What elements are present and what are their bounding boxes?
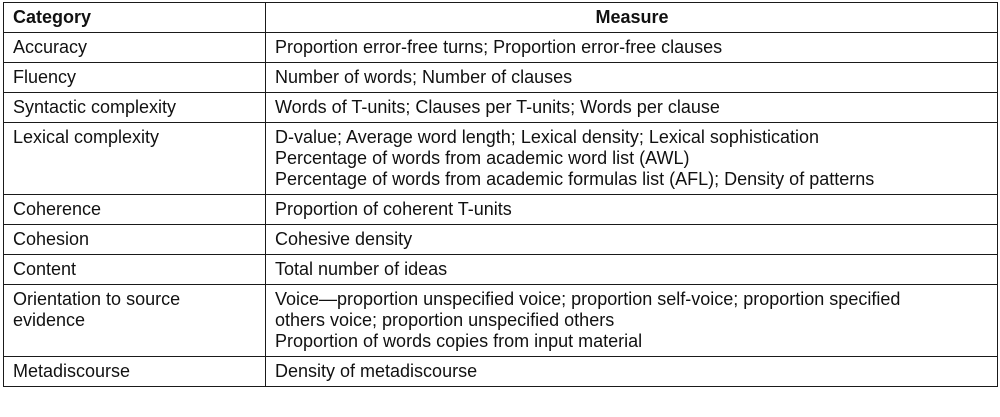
measure-cell	[266, 93, 998, 123]
measure-cell	[266, 285, 998, 357]
category-cell	[4, 357, 266, 387]
table-header	[4, 3, 998, 33]
category-text: evidence	[13, 310, 86, 330]
measures-table	[3, 2, 998, 387]
category-text: Cohesion	[13, 229, 90, 249]
category-text: Accuracy	[13, 37, 88, 57]
category-text: Metadiscourse	[13, 361, 131, 381]
measure-cell	[266, 195, 998, 225]
category-text: Coherence	[13, 199, 102, 219]
table-row	[4, 93, 998, 123]
table-row	[4, 255, 998, 285]
measure-cell	[266, 255, 998, 285]
measure-text: Percentage of words from academic word list (AWL)	[275, 148, 690, 168]
measure-text: Density of metadiscourse	[275, 361, 478, 381]
table-row	[4, 33, 998, 63]
measure-text: Cohesive density	[275, 229, 413, 249]
table-row	[4, 357, 998, 387]
header-row	[4, 3, 998, 33]
measure-cell	[266, 123, 998, 195]
category-cell	[4, 225, 266, 255]
category-cell	[4, 195, 266, 225]
category-text: Orientation to source	[13, 289, 181, 309]
measure-text: Number of words; Number of clauses	[275, 67, 573, 87]
measure-text: Words of T-units; Clauses per T-units; Words per clause	[275, 97, 720, 117]
category-text: Lexical complexity	[13, 127, 160, 147]
category-cell	[4, 63, 266, 93]
table-body	[4, 33, 998, 387]
category-text: Fluency	[13, 67, 77, 87]
table-row	[4, 285, 998, 357]
measure-cell	[266, 357, 998, 387]
table-row	[4, 63, 998, 93]
table-row	[4, 195, 998, 225]
measure-text: Voice—proportion unspecified voice; proportion self-voice; proportion specified	[275, 289, 901, 309]
category-cell	[4, 255, 266, 285]
measure-text: Proportion error-free turns; Proportion error-free clauses	[275, 37, 723, 57]
category-text: Content	[13, 259, 77, 279]
table-row	[4, 123, 998, 195]
measure-text: Percentage of words from academic formulas list (AFL); Density of patterns	[275, 169, 875, 189]
category-cell	[4, 93, 266, 123]
category-text: Syntactic complexity	[13, 97, 177, 117]
table-row	[4, 225, 998, 255]
category-cell	[4, 33, 266, 63]
measure-cell	[266, 33, 998, 63]
measure-cell	[266, 63, 998, 93]
category-cell	[4, 285, 266, 357]
measure-text: Proportion of coherent T-units	[275, 199, 512, 219]
measure-text: Total number of ideas	[275, 259, 448, 279]
measure-cell	[266, 225, 998, 255]
category-cell	[4, 123, 266, 195]
measure-text: others voice; proportion unspecified others	[275, 310, 615, 330]
measure-text: D-value; Average word length; Lexical density; Lexical sophistication	[275, 127, 819, 147]
header-category: Category	[4, 3, 266, 33]
header-measure: Measure	[266, 3, 998, 33]
measure-text: Proportion of words copies from input material	[275, 331, 643, 351]
